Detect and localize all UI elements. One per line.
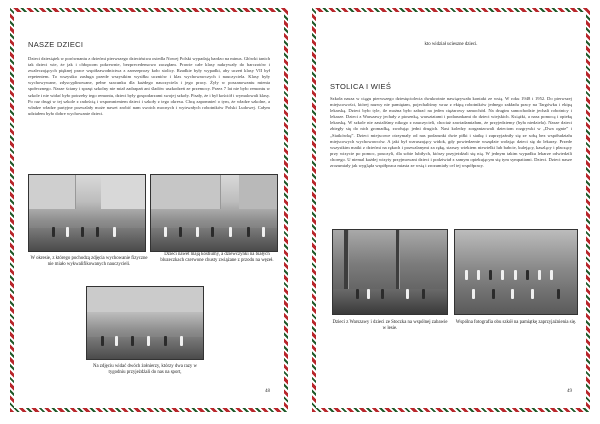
continued-text: kto widział ucieszne dzieci. — [424, 42, 478, 47]
section-heading: STOLICA I WIEŚ — [330, 82, 392, 91]
photo-caption-left-1: W okresie, z którego pochodzą zdjęcia wychowanie fizyczne nie miało wykwalifikowanych nauczycieli. — [30, 256, 148, 267]
left-page-content — [28, 24, 274, 396]
photo-caption-left-3: Na zdjęciu widać dwóch żołnierzy, którzy dwa razy w tygodniu przyjeżdżali do nas na sport, — [93, 364, 197, 375]
photo-gymnastics-girls — [150, 174, 278, 252]
body-text: Dzieci dziesiątek w porównaniu z dziećmi pierwszego dzieciństwa osiedla Nowej Polski wypadają bardzo na minus. Główki tanich tak dzieci wie, że jak i chłopcom pokrewnie, bezprecedensowo zaczęłam. Prawie całe klasy nakrywały do barczotów i zwaleczających pięknej prace współzawodnictwa z zarezeprozy koło stolicy. Rzadkie były wypadki, aby uczeń klasy VII był repetentem. To wszystko zasługa przede wszystkim wysiłku uczniów i klas wychowawczych i nauczyciela. Klasy były wychowywane, zdyscyplinowane, pełne szacunku dla każdego nauczyciela i jego pracy. Żyły w poszanowaniu mienia społecznego. Nasze ściany i sprzęt szkolny nie miał zadrapań ani śladów uszkodzeń ze przemocy. Przez 7 lat nie było remontu w szkole i nie widać było potrzeby tego remontu, dzieci były gospodarzami swojej szkoły. Pisały, że i był kościół i wymalowali klasy. Po raz drugi w tej szkole z radością i wspomnieniem dzieci i szkoły z tego okresu. Chcę zapomnieć o tym, że władze szkolne, a władze władze partyjne pozwalały może nawet zrobić nam swoich mocnych i wytrwałych robotników Polski Ludowej. Całym udziałem było dobre wychowanie dzieci. — [28, 56, 270, 116]
body-text: Szkoła nasza w ciągu pierwszego dziesięciolecia dwukrotnie nawiązywała kontakt ze wsią. W roku 1948 i 1952. Do pierwszej miejscowości, której nazwy nie pamiętam, pojechaliśmy wraz z ekipą robotników jednego zakładu pracy na Targówku i ekipą lekarską. Dzieci było tyle, ile można było zabrać na jeden ciężarowy samochód. Na drugim samochodzie jechali robotnicy i lekarze. Dzieci z Warszawy jechały z piosenką, warsztatami i podarunkami do dzieci wiejskich. Książki, a nasz pomocą i opiekę lekarską. W szkole nie zastaliśmy nikogo z nauczycieli, chociaż zawiadamiałam, że przyjedziemy (była niedziela). Nasze dzieci zbiegły się do nich gromadką, zwołując jedni drugich. Nasi koledzy zorganizowali dzieciom rozgrywki w „Dwa ognie” i „Siatkówkę”. Dzieci miejscowe otrzymały od nas podarunki dwie piłki i siatkę i zaprzyjaźniły się ze sobą bez współudziału miejscowych wychowawców. A jaki był wzruszający widok, gdy powiedzenie wszędzie wołając dzieci się do lekarzy. Przede wszystkim matki z dziećmi na rękach i pozwalanymi za rękę, starszy wiekiem niewielki lub babcie, kulejący, kaszlący i płaczący przy wizycie po pomoc, pouczyli, dla sobie lubiłych, którzy przyjeżdżali się nią. W jednym takim wypadku lekarze odwiedzili chorego. U niemal każdej wizyty przyjmowani dzieci i podziwiał z samym opiekującym się tym sympatiami. Dzieci. Dzieci nasze zrozumiały jak wygląda współpraca miasta ze wsią i zrozumiały cel tej współpracy. — [330, 96, 572, 169]
left-page — [10, 8, 288, 412]
photo-caption-right-1: Dzieci z Warszawy i dzieci ze Stoczka na wspólnej zabawie w lesie. — [332, 320, 448, 331]
photo-caption-left-2: Dzieci nawet mają kostiumy, a dziewczynki na białych bluzeczkach czerwone chusty zwiążane z przodu na węzeł. — [160, 252, 274, 263]
section-heading: NASZE DZIECI — [28, 40, 84, 49]
photo-sport-soldiers — [86, 286, 204, 360]
photo-group-portrait — [454, 229, 578, 315]
photo-caption-right-2: Wspólna fotografia obu szkół na pamiątkę zaprzyjaźnienia się. — [455, 320, 577, 325]
right-page-content — [330, 24, 577, 396]
photo-forest-play — [332, 229, 448, 315]
right-page — [312, 8, 590, 412]
page-number: 49 — [567, 389, 572, 394]
photo-gymnastics-boys — [28, 174, 146, 252]
page-number: 48 — [265, 389, 270, 394]
